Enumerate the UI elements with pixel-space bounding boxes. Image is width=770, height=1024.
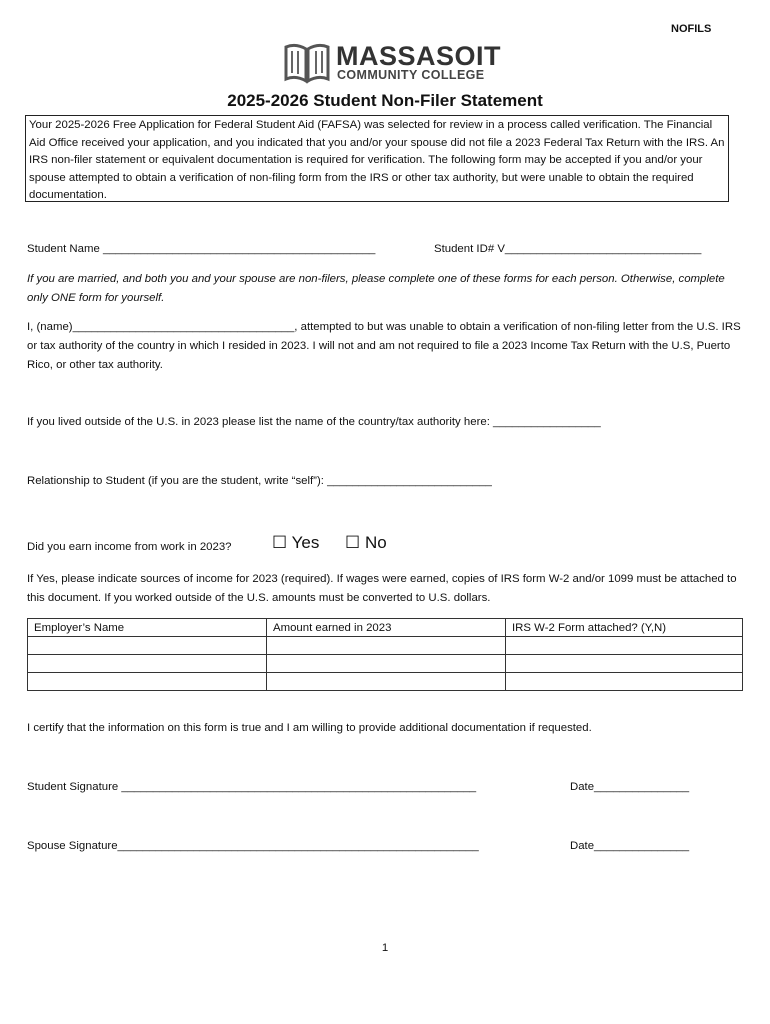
attestation-statement: I, (name)___________________________________, attempted to but was unable to obtain a verification of non-filing letter from the U.S. IRS or tax authority of the country in which I resided in 2023. I will not and am not required to file a 2023 Income Tax Return with the U.S, Puerto Rico, or other tax authority.	[27, 321, 741, 371]
table-cell[interactable]	[267, 655, 506, 673]
table-row	[28, 673, 743, 691]
college-logo	[282, 41, 502, 85]
table-cell[interactable]	[28, 655, 267, 673]
table-cell[interactable]	[506, 673, 743, 691]
table-cell[interactable]	[28, 637, 267, 655]
table-cell[interactable]	[506, 655, 743, 673]
yes-checkbox[interactable]: ☐ Yes	[272, 533, 320, 552]
table-cell[interactable]	[506, 637, 743, 655]
open-book-icon	[282, 41, 332, 85]
employer-table	[27, 618, 743, 691]
page-title: 2025-2026 Student Non-Filer Statement	[227, 91, 543, 110]
logo-wordmark: MASSASOIT	[336, 41, 502, 71]
student-name-field[interactable]: Student Name ___________________________________________	[27, 243, 376, 255]
married-note: If you are married, and both you and your spouse are non-filers, please complete one of these forms for each person. Otherwise, complete only ONE form for yourself.	[27, 273, 725, 304]
page-number: 1	[381, 942, 389, 954]
form-code: NOFILS	[671, 23, 712, 35]
table-cell[interactable]	[267, 637, 506, 655]
table-header-row	[28, 619, 743, 637]
relationship-field[interactable]: Relationship to Student (if you are the student, write “self”): __________________________	[27, 475, 492, 487]
table-cell[interactable]	[28, 673, 267, 691]
table-row	[28, 637, 743, 655]
spouse-date-field[interactable]: Date_______________	[570, 840, 690, 852]
intro-box: Your 2025-2026 Free Application for Federal Student Aid (FAFSA) was selected for review in a process called verification. The Financial Aid Office received your application, and you indicated that you and/or your spouse did not file a 2023 Federal Tax Return with the IRS. An IRS non-filer statement or equivalent documentation is required for verification. The following form may be accepted if you and/or your spouse attempted to obtain a verification of non-filing form from the IRS or other tax authority, but were unable to obtain the required documentation.	[25, 115, 729, 202]
spouse-signature-field[interactable]: Spouse Signature_________________________________________________________	[27, 840, 479, 852]
income-sources-instructions: If Yes, please indicate sources of income for 2023 (required). If wages were earned, copies of IRS form W-2 and/or 1099 must be attached to this document. If you worked outside of the U.S. amounts must be converted to U.S. dollars.	[27, 573, 737, 604]
column-header: Employer’s Name	[28, 619, 267, 637]
column-header: Amount earned in 2023	[267, 619, 506, 637]
table-cell[interactable]	[267, 673, 506, 691]
outside-us-field[interactable]: If you lived outside of the U.S. in 2023 please list the name of the country/tax authority here: _________________	[27, 416, 601, 428]
certification-statement: I certify that the information on this form is true and I am willing to provide additional documentation if requested.	[27, 722, 592, 734]
student-date-field[interactable]: Date_______________	[570, 781, 690, 793]
no-checkbox[interactable]: ☐ No	[345, 533, 387, 552]
student-signature-field[interactable]: Student Signature ________________________________________________________	[27, 781, 477, 793]
income-question: Did you earn income from work in 2023?	[27, 541, 232, 553]
logo-subtitle: COMMUNITY COLLEGE	[337, 68, 485, 82]
column-header: IRS W-2 Form attached? (Y,N)	[506, 619, 743, 637]
student-id-field[interactable]: Student ID# V_______________________________	[434, 243, 702, 255]
table-row	[28, 655, 743, 673]
